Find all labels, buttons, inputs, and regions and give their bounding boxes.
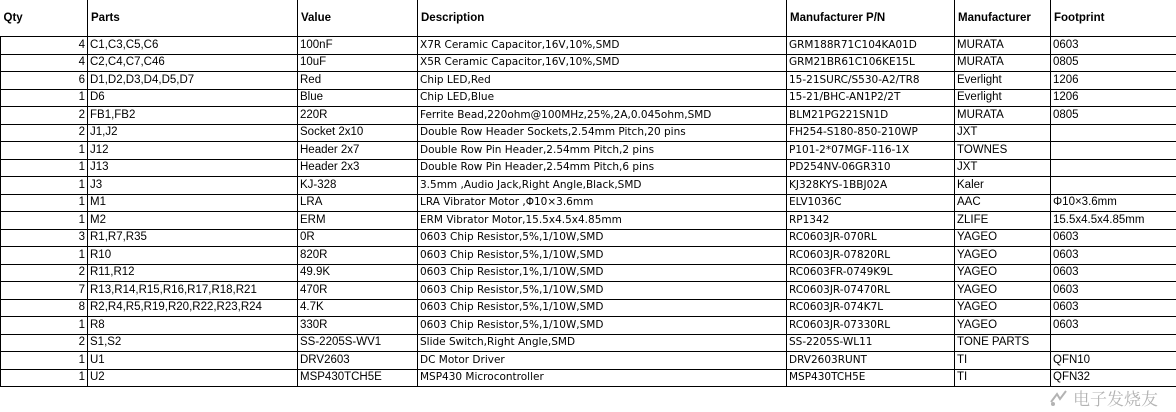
cell-manufacturer-pn: FH254-S180-850-210WP [787,124,955,142]
cell-manufacturer-pn: P101-2*07MGF-116-1X [787,142,955,160]
cell-qty: 1 [1,352,88,370]
cell-value: 470R [298,282,418,300]
cell-description: Slide Switch,Right Angle,SMD [418,334,787,352]
table-row [1,107,1176,125]
cell-description: Double Row Pin Header,2.54mm Pitch,6 pins [418,159,787,177]
cell-parts: J3 [88,177,298,195]
cell-manufacturer-pn: GRM188R71C104KA01D [787,37,955,55]
cell-parts: U2 [88,369,298,387]
cell-value: Header 2x7 [298,142,418,160]
cell-value: ERM [298,212,418,230]
elecfans-logo-icon [1049,388,1069,408]
table-row [1,212,1176,230]
cell-footprint: QFN32 [1051,369,1176,387]
cell-value: Red [298,72,418,90]
watermark-text: 电子发烧友 [1073,390,1158,410]
cell-footprint: 1206 [1051,72,1176,90]
cell-value: 100nF [298,37,418,55]
cell-value: MSP430TCH5E [298,369,418,387]
cell-description: 0603 Chip Resistor,5%,1/10W,SMD [418,317,787,335]
cell-parts: R10 [88,247,298,265]
cell-manufacturer-pn: GRM21BR61C106KE15L [787,54,955,72]
table-row [1,194,1176,212]
cell-manufacturer: MURATA [955,37,1051,55]
cell-description: DC Motor Driver [418,352,787,370]
table-row [1,124,1176,142]
header-description: Description [418,0,787,37]
cell-manufacturer: Everlight [955,72,1051,90]
cell-manufacturer: TI [955,352,1051,370]
cell-footprint [1051,124,1176,142]
cell-footprint: 1206 [1051,89,1176,107]
cell-manufacturer-pn: RC0603JR-070RL [787,229,955,247]
cell-parts: R13,R14,R15,R16,R17,R18,R21 [88,282,298,300]
cell-description: 0603 Chip Resistor,5%,1/10W,SMD [418,247,787,265]
cell-manufacturer-pn: RP1342 [787,212,955,230]
cell-manufacturer-pn: ELV1036C [787,194,955,212]
cell-parts: M1 [88,194,298,212]
table-row [1,159,1176,177]
header-row [1,0,1176,37]
cell-value: 220R [298,107,418,125]
cell-description: Double Row Pin Header,2.54mm Pitch,2 pins [418,142,787,160]
cell-qty: 1 [1,317,88,335]
cell-qty: 3 [1,229,88,247]
cell-manufacturer: YAGEO [955,264,1051,282]
table-row [1,352,1176,370]
cell-footprint: Φ10×3.6mm [1051,194,1176,212]
cell-description: X7R Ceramic Capacitor,16V,10%,SMD [418,37,787,55]
cell-manufacturer-pn: DRV2603RUNT [787,352,955,370]
cell-footprint: 0603 [1051,264,1176,282]
table-row [1,177,1176,195]
cell-footprint: 0603 [1051,229,1176,247]
table-row [1,37,1176,55]
cell-qty: 4 [1,37,88,55]
cell-parts: J1,J2 [88,124,298,142]
cell-parts: FB1,FB2 [88,107,298,125]
cell-footprint: 0805 [1051,107,1176,125]
cell-manufacturer-pn: PD254NV-06GR310 [787,159,955,177]
table-row [1,334,1176,352]
cell-value: KJ-328 [298,177,418,195]
cell-qty: 4 [1,54,88,72]
watermark [1049,385,1158,410]
cell-qty: 1 [1,194,88,212]
cell-description: 3.5mm ,Audio Jack,Right Angle,Black,SMD [418,177,787,195]
cell-parts: U1 [88,352,298,370]
cell-description: LRA Vibrator Motor ,Φ10×3.6mm [418,194,787,212]
cell-description: 0603 Chip Resistor,5%,1/10W,SMD [418,299,787,317]
cell-footprint: 0603 [1051,299,1176,317]
cell-manufacturer: JXT [955,124,1051,142]
cell-value: 4.7K [298,299,418,317]
cell-qty: 2 [1,264,88,282]
cell-manufacturer: TONE PARTS [955,334,1051,352]
cell-manufacturer: TI [955,369,1051,387]
cell-description: 0603 Chip Resistor,5%,1/10W,SMD [418,282,787,300]
cell-manufacturer-pn: SS-2205S-WL11 [787,334,955,352]
cell-manufacturer: YAGEO [955,247,1051,265]
cell-manufacturer: TOWNES [955,142,1051,160]
cell-footprint: 15.5x4.5x4.85mm [1051,212,1176,230]
cell-manufacturer: YAGEO [955,317,1051,335]
cell-qty: 1 [1,247,88,265]
cell-value: 820R [298,247,418,265]
cell-qty: 6 [1,72,88,90]
cell-description: 0603 Chip Resistor,5%,1/10W,SMD [418,229,787,247]
cell-manufacturer-pn: RC0603JR-074K7L [787,299,955,317]
header-manufacturer-pn: Manufacturer P/N [787,0,955,37]
cell-manufacturer-pn: RC0603JR-07470RL [787,282,955,300]
header-manufacturer: Manufacturer [955,0,1051,37]
cell-manufacturer-pn: BLM21PG221SN1D [787,107,955,125]
cell-description: X5R Ceramic Capacitor,16V,10%,SMD [418,54,787,72]
cell-footprint: 0603 [1051,37,1176,55]
cell-qty: 1 [1,142,88,160]
cell-qty: 8 [1,299,88,317]
cell-description: Chip LED,Red [418,72,787,90]
cell-manufacturer: Everlight [955,89,1051,107]
cell-value: Header 2x3 [298,159,418,177]
table-row [1,54,1176,72]
table-row [1,299,1176,317]
table-row [1,247,1176,265]
cell-value: 10uF [298,54,418,72]
table-row [1,142,1176,160]
cell-manufacturer-pn: RC0603JR-07330RL [787,317,955,335]
cell-description: Ferrite Bead,220ohm@100MHz,25%,2A,0.045ohm,SMD [418,107,787,125]
cell-parts: R11,R12 [88,264,298,282]
cell-qty: 2 [1,334,88,352]
cell-manufacturer-pn: KJ328KYS-1BBJ02A [787,177,955,195]
cell-value: 0R [298,229,418,247]
header-qty: Qty [1,0,88,37]
cell-manufacturer: AAC [955,194,1051,212]
cell-manufacturer-pn: 15-21SURC/S530-A2/TR8 [787,72,955,90]
cell-description: ERM Vibrator Motor,15.5x4.5x4.85mm [418,212,787,230]
cell-footprint [1051,334,1176,352]
cell-value: Socket 2x10 [298,124,418,142]
cell-manufacturer-pn: 15-21/BHC-AN1P2/2T [787,89,955,107]
cell-qty: 1 [1,177,88,195]
cell-manufacturer: YAGEO [955,299,1051,317]
cell-parts: C2,C4,C7,C46 [88,54,298,72]
cell-parts: S1,S2 [88,334,298,352]
cell-manufacturer-pn: MSP430TCH5E [787,369,955,387]
cell-qty: 2 [1,107,88,125]
cell-value: DRV2603 [298,352,418,370]
cell-qty: 2 [1,124,88,142]
header-value: Value [298,0,418,37]
table-row [1,282,1176,300]
table-row [1,72,1176,90]
cell-qty: 7 [1,282,88,300]
cell-footprint [1051,177,1176,195]
table-row [1,317,1176,335]
cell-qty: 1 [1,159,88,177]
cell-footprint: 0603 [1051,247,1176,265]
cell-value: LRA [298,194,418,212]
cell-value: Blue [298,89,418,107]
cell-manufacturer: YAGEO [955,229,1051,247]
cell-value: 49.9K [298,264,418,282]
cell-description: 0603 Chip Resistor,1%,1/10W,SMD [418,264,787,282]
cell-value: 330R [298,317,418,335]
cell-parts: D6 [88,89,298,107]
table-row [1,89,1176,107]
cell-value: SS-2205S-WV1 [298,334,418,352]
cell-manufacturer: Kaler [955,177,1051,195]
cell-parts: M2 [88,212,298,230]
cell-manufacturer-pn: RC0603FR-0749K9L [787,264,955,282]
cell-description: Chip LED,Blue [418,89,787,107]
cell-parts: J12 [88,142,298,160]
cell-parts: J13 [88,159,298,177]
table-row [1,264,1176,282]
table-row [1,369,1176,387]
cell-footprint: 0603 [1051,317,1176,335]
header-footprint: Footprint [1051,0,1176,37]
cell-parts: R2,R4,R5,R19,R20,R22,R23,R24 [88,299,298,317]
cell-footprint [1051,159,1176,177]
table-row [1,229,1176,247]
cell-footprint [1051,142,1176,160]
cell-footprint: QFN10 [1051,352,1176,370]
cell-footprint: 0805 [1051,54,1176,72]
cell-manufacturer: MURATA [955,107,1051,125]
cell-qty: 1 [1,89,88,107]
cell-parts: C1,C3,C5,C6 [88,37,298,55]
cell-qty: 1 [1,212,88,230]
cell-manufacturer-pn: RC0603JR-07820RL [787,247,955,265]
cell-parts: D1,D2,D3,D4,D5,D7 [88,72,298,90]
cell-qty: 1 [1,369,88,387]
cell-description: Double Row Header Sockets,2.54mm Pitch,20 pins [418,124,787,142]
cell-footprint: 0603 [1051,282,1176,300]
cell-parts: R1,R7,R35 [88,229,298,247]
cell-description: MSP430 Microcontroller [418,369,787,387]
cell-manufacturer: YAGEO [955,282,1051,300]
cell-manufacturer: MURATA [955,54,1051,72]
cell-parts: R8 [88,317,298,335]
cell-manufacturer: JXT [955,159,1051,177]
cell-manufacturer: ZLIFE [955,212,1051,230]
header-parts: Parts [88,0,298,37]
